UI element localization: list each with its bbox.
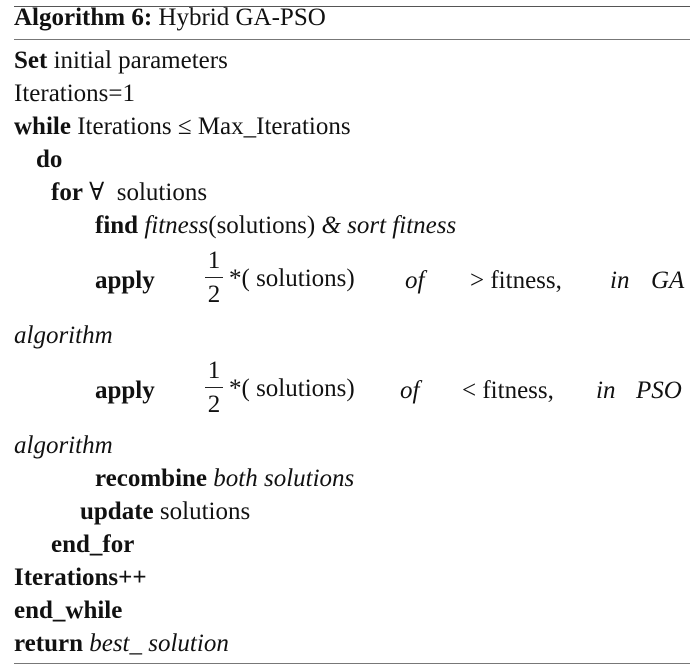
keyword-apply-pso: apply <box>95 377 155 404</box>
algorithm-label: Algorithm 6: <box>14 4 153 31</box>
keyword-set: Set <box>14 47 48 74</box>
keyword-apply-ga: apply <box>95 267 155 294</box>
apply-target-ga: GA <box>651 267 685 294</box>
line-for <box>51 178 207 208</box>
line-end-for <box>51 530 134 560</box>
fraction-bar-ga <box>205 277 223 278</box>
for-text: ∀ solutions <box>89 179 208 206</box>
apply-target-pso: PSO <box>636 377 682 404</box>
line-end-while <box>14 596 122 626</box>
line-find <box>95 211 456 241</box>
apply-condition-pso: < fitness, <box>462 377 554 404</box>
line-recombine <box>95 464 354 494</box>
algorithm-word-ga: algorithm <box>14 322 113 349</box>
find-function: fitness <box>144 212 209 239</box>
line-algorithm-pso <box>14 431 113 461</box>
fraction-bar-pso <box>205 387 223 388</box>
keyword-update: update <box>80 498 154 525</box>
bottom-rule <box>14 663 690 664</box>
line-return <box>14 629 229 659</box>
keyword-for: for <box>51 179 83 206</box>
line-update <box>80 497 250 527</box>
keyword-end-for: end_for <box>51 531 135 558</box>
while-text: Iterations ≤ Max_Iterations <box>77 113 351 140</box>
apply-in-pso: in <box>596 377 616 404</box>
line-iter-init <box>14 79 135 109</box>
line-iter-increment <box>14 563 147 593</box>
line-do <box>36 145 62 175</box>
recombine-text: both solutions <box>213 465 355 492</box>
iter-init-text: Iterations=1 <box>14 80 136 107</box>
keyword-return: return <box>14 630 83 657</box>
algorithm-word-pso: algorithm <box>14 432 113 459</box>
title-rule <box>14 39 690 40</box>
apply-solutions-ga: *( solutions) <box>229 265 355 292</box>
return-text: best_ solution <box>89 630 229 657</box>
line-set <box>14 46 228 76</box>
apply-in-ga: in <box>610 267 630 294</box>
fraction-denominator-pso: 2 <box>207 391 221 418</box>
find-sort-text: & sort fitness <box>321 212 457 239</box>
line-while <box>14 112 351 142</box>
algorithm-name: Hybrid GA-PSO <box>158 4 326 31</box>
keyword-find: find <box>95 212 139 239</box>
find-argument: (solutions) <box>208 212 322 239</box>
keyword-end-while: end_while <box>14 597 123 624</box>
apply-condition-ga: > fitness, <box>470 267 562 294</box>
algorithm-title <box>14 3 326 33</box>
apply-of-pso: of <box>400 377 420 404</box>
keyword-do: do <box>36 146 63 173</box>
set-text: initial parameters <box>53 47 228 74</box>
apply-of-ga: of <box>405 267 425 294</box>
fraction-denominator-ga: 2 <box>207 281 221 308</box>
keyword-iterations-increment: Iterations++ <box>14 564 147 591</box>
fraction-numerator-pso: 1 <box>207 357 221 384</box>
line-algorithm-ga <box>14 321 113 351</box>
keyword-recombine: recombine <box>95 465 208 492</box>
keyword-while: while <box>14 113 71 140</box>
fraction-numerator-ga: 1 <box>207 247 221 274</box>
update-text: solutions <box>159 498 251 525</box>
apply-solutions-pso: *( solutions) <box>229 375 355 402</box>
